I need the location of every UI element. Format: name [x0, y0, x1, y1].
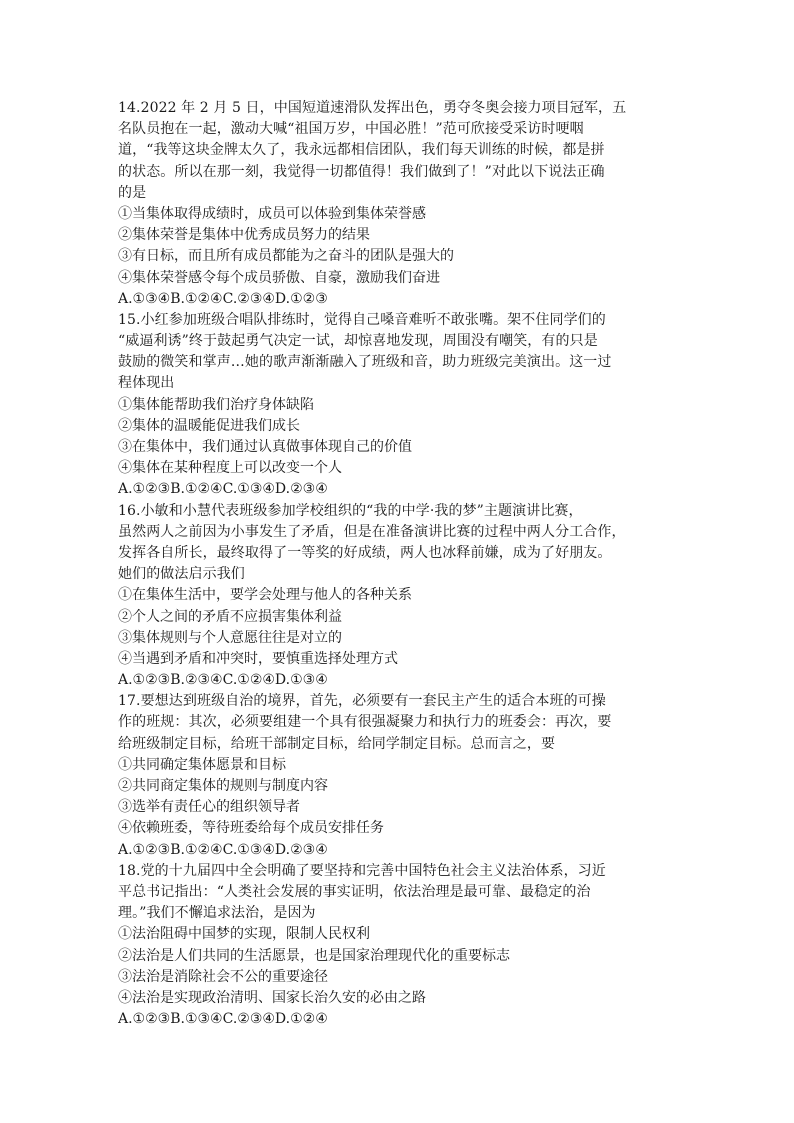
statement: ③集体规则与个人意愿往往是对立的 — [118, 629, 342, 646]
question-stem-line: 名队员抱在一起，激动大喊“祖国万岁，中国必胜！”范可欣接受采访时哽咽 — [118, 121, 584, 138]
statement: ①共同确定集体愿景和目标 — [118, 756, 286, 773]
statement: ④集体荣誉感令每个成员骄傲、自豪，激励我们奋进 — [118, 269, 440, 286]
question-18 — [118, 861, 708, 1031]
question-stem-line: 16.小敏和小慧代表班级参加学校组织的“我的中学·我的梦”主题演讲比赛， — [118, 502, 583, 519]
question-stem-line: 发挥各自所长，最终取得了一等奖的好成绩，两人也冰释前嫌，成为了好朋友。 — [118, 544, 612, 561]
question-stem-line: 鼓励的微笑和掌声…她的歌声渐渐融入了班级和音，助力班级完美演出。这一过 — [118, 354, 612, 371]
statement: ④当遇到矛盾和冲突时，要慎重选择处理方式 — [118, 650, 398, 667]
question-stem-line: 的状态。所以在那一刻，我觉得一切都值得！我们做到了！”对此以下说法正确 — [118, 163, 605, 180]
statement: ①当集体取得成绩时，成员可以体验到集体荣誉感 — [118, 205, 426, 222]
statement: ③选举有责任心的组织领导者 — [118, 799, 300, 816]
statement: ②集体的温暖能促进我们成长 — [118, 417, 300, 434]
statement: ②集体荣誉是集体中优秀成员努力的结果 — [118, 227, 370, 244]
statement: ①集体能帮助我们治疗身体缺陷 — [118, 396, 314, 413]
answer-options: A.①②③B.②③④C.①②④D.①③④ — [118, 672, 328, 689]
question-stem-line: 虽然两人之前因为小事发生了矛盾，但是在准备演讲比赛的过程中两人分工合作， — [118, 523, 626, 540]
answer-options: A.①②③B.①③④C.②③④D.①②④ — [118, 1011, 328, 1028]
question-stem-line: 程体现出 — [118, 375, 175, 392]
statement: ②法治是人们共同的生活愿景，也是国家治理现代化的重要标志 — [118, 947, 510, 964]
question-stem-line: 平总书记指出：“人类社会发展的事实证明，依法治理是最可靠、最稳定的治 — [118, 883, 591, 900]
answer-options: A.①②③B.①②④C.①③④D.②③④ — [118, 481, 328, 498]
exam-page — [118, 98, 708, 1030]
question-16 — [118, 501, 708, 692]
statement: ②共同商定集体的规则与制度内容 — [118, 778, 328, 794]
question-stem-line: 14.2022 年 2 月 5 日，中国短道速滑队发挥出色，勇夺冬奥会接力项目冠军，五 — [118, 100, 627, 116]
question-15 — [118, 310, 708, 501]
statement: ③有日标，而且所有成员都能为之奋斗的团队是强大的 — [118, 248, 454, 265]
question-stem-line: 道，“我等这块金牌太久了，我永远都相信团队，我们每天训练的时候，都是拼 — [118, 142, 605, 159]
statement: ③法治是消除社会不公的重要途径 — [118, 968, 328, 985]
question-14 — [118, 98, 708, 310]
question-stem-line: 作的班规：其次，必须要组建一个具有很强凝聚力和执行力的班委会：再次，要 — [118, 714, 612, 731]
question-stem-line: “威逼利诱”终于鼓起勇气决定一试，却惊喜地发现，周围没有嘲笑，有的只是 — [118, 333, 598, 350]
question-stem-line: 给班级制定目标，给班干部制定目标，给同学制定目标。总而言之，要 — [118, 735, 556, 752]
statement: ①法治阻碍中国梦的实现，限制人民权利 — [118, 926, 370, 943]
answer-options: A.①②③B.①②④C.①③④D.②③④ — [118, 841, 328, 858]
statement: ④依赖班委，等待班委给每个成员安排任务 — [118, 820, 384, 837]
question-stem-line: 18.党的十九届四中全会明确了要坚持和完善中国特色社会主义法治体系，习近 — [118, 862, 606, 879]
statement: ③在集体中，我们通过认真做事体现自己的价值 — [118, 439, 412, 455]
question-stem-line: 17.要想达到班级自治的境界，首先，必须要有一套民主产生的适合本班的可操 — [118, 693, 606, 710]
question-stem-line: 她们的做法启示我们 — [118, 566, 245, 583]
statement: ②个人之间的矛盾不应损害集体利益 — [118, 608, 342, 625]
question-stem-line: 理。”我们不懈追求法治，是因为 — [118, 905, 316, 922]
answer-options: A.①③④B.①②④C.②③④D.①②③ — [118, 290, 328, 307]
statement: ④集体在某种程度上可以改变一个人 — [118, 460, 342, 477]
question-17 — [118, 691, 708, 861]
statement: ④法治是实现政治清明、国家长治久安的必由之路 — [118, 989, 426, 1006]
question-stem-line: 的是 — [118, 184, 147, 201]
question-stem-line: 15.小红参加班级合唱队排练时，觉得自己嗓音难听不敢张嘴。架不住同学们的 — [118, 311, 606, 328]
statement: ①在集体生活中，要学会处理与他人的各种关系 — [118, 587, 412, 604]
